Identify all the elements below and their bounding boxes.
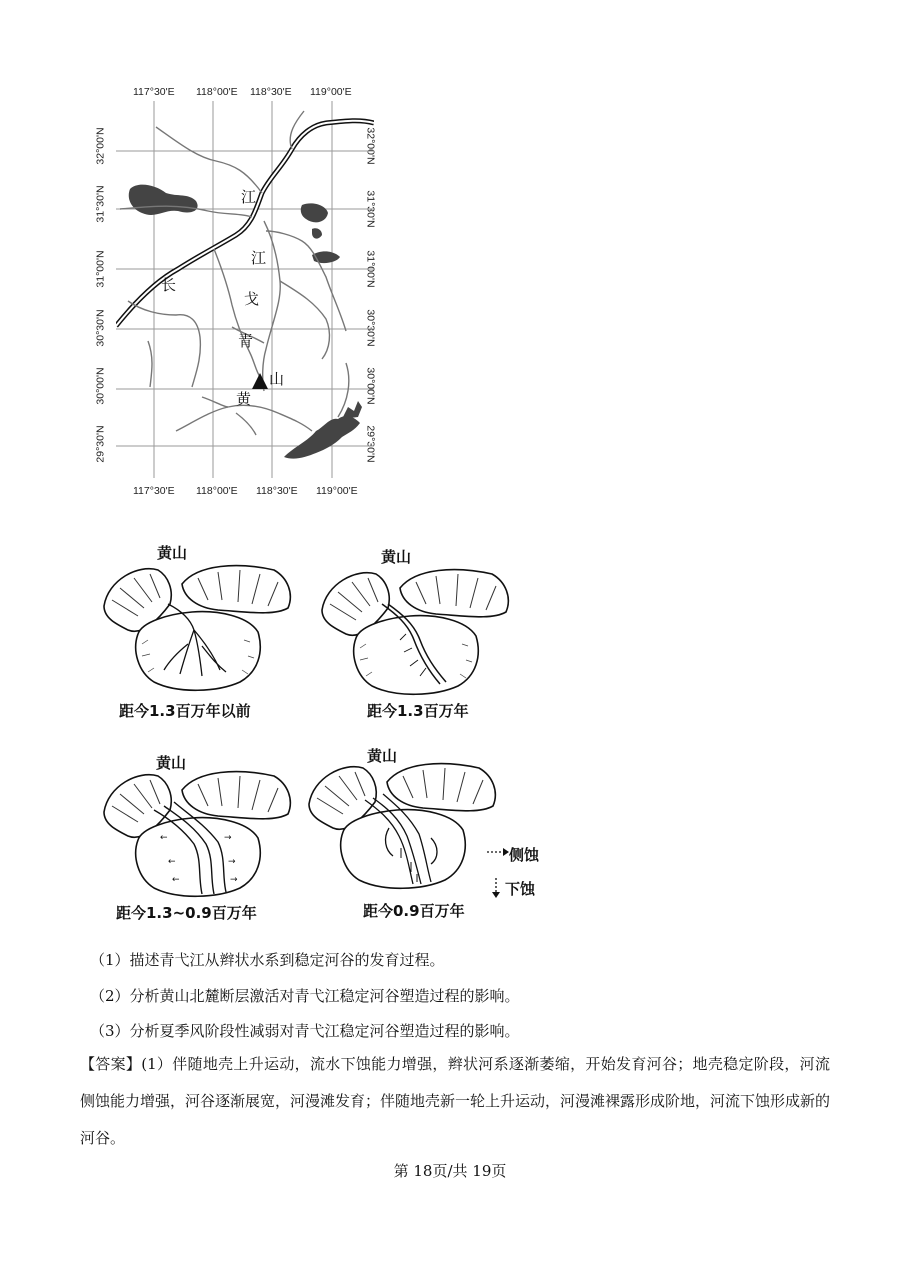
map-label-qing: 青 (238, 332, 254, 350)
map-top-tick: 119°00'E (310, 86, 352, 98)
legend-lateral-erosion: 侧蚀 (509, 846, 540, 864)
svg-text:←: ← (160, 833, 168, 843)
map-right-tick: 30°30'N (364, 309, 377, 347)
map-bottom-tick: 117°30'E (133, 485, 175, 497)
map-left-tick: 32°00'N (94, 127, 107, 165)
map-top-tick: 118°00'E (196, 86, 238, 98)
map-left-tick: 30°00'N (94, 367, 107, 405)
map-label-ge: 戈 (244, 290, 260, 308)
panel-title: 黄山 (156, 754, 187, 772)
answer-block (80, 1046, 830, 1157)
svg-text:→: → (228, 857, 236, 867)
stage-caption: 距今0.9百万年 (363, 902, 465, 920)
map-left-tick: 30°30'N (94, 309, 107, 347)
page-footer: 第 18页/共 19页 (393, 1162, 507, 1180)
svg-text:←: ← (168, 857, 176, 867)
svg-text:→: → (230, 875, 238, 885)
map-label-chang: 长 (161, 276, 177, 294)
map-left-tick: 31°00'N (94, 250, 107, 288)
map-top-tick: 117°30'E (133, 86, 175, 98)
svg-text:←: ← (172, 875, 180, 885)
answer-text: (1）伴随地壳上升运动，流水下蚀能力增强，辫状河系逐渐萎缩，开始发育河谷；地壳稳定阶段，河流侧蚀能力增强，河谷逐渐展宽，河漫滩发育；伴随地壳新一轮上升运动，河漫滩裸露形成阶地，河流下蚀形成新的河谷。 (80, 1055, 831, 1147)
map-left-tick: 31°30'N (94, 185, 107, 223)
stage-caption: 距今1.3百万年以前 (119, 702, 251, 720)
stage-2-diagram (316, 564, 516, 702)
map-label-jiang: 江 (251, 249, 267, 267)
map-right-tick: 32°00'N (364, 127, 377, 165)
legend-down-erosion: 下蚀 (505, 880, 536, 898)
panel-title: 黄山 (381, 548, 412, 566)
map-bottom-tick: 118°00'E (196, 485, 238, 497)
map-label-huang: 黄 (236, 390, 252, 408)
lateral-erosion-arrow-icon (486, 845, 510, 859)
stage-3-diagram (98, 766, 298, 904)
map-label-shan: 山 (269, 370, 285, 388)
map-left-tick: 29°30'N (94, 425, 107, 463)
question-2: （2）分析黄山北麓断层激活对青弋江稳定河谷塑造过程的影响。 (90, 987, 520, 1005)
down-erosion-arrow-icon (490, 877, 502, 899)
answer-tag: 【答案】 (80, 1055, 142, 1073)
map-label-jiang: 江 (241, 188, 257, 206)
stage-4-diagram (303, 758, 503, 896)
map-right-tick: 29°30'N (364, 425, 377, 463)
stage-caption: 距今1.3~0.9百万年 (116, 904, 257, 922)
panel-title: 黄山 (367, 747, 398, 765)
question-1: （1）描述青弋江从辫状水系到稳定河谷的发育过程。 (90, 951, 445, 969)
map-bottom-tick: 118°30'E (256, 485, 298, 497)
mountain-peak-icon (251, 372, 269, 390)
panel-title: 黄山 (157, 544, 188, 562)
map-right-tick: 30°00'N (364, 367, 377, 405)
map-top-tick: 118°30'E (250, 86, 292, 98)
question-3: （3）分析夏季风阶段性减弱对青弋江稳定河谷塑造过程的影响。 (90, 1022, 520, 1040)
map-right-tick: 31°30'N (364, 190, 377, 228)
svg-text:→: → (224, 833, 232, 843)
map-bottom-tick: 119°00'E (316, 485, 358, 497)
stage-1-diagram (98, 560, 298, 698)
stage-caption: 距今1.3百万年 (367, 702, 469, 720)
map-right-tick: 31°00'N (364, 250, 377, 288)
